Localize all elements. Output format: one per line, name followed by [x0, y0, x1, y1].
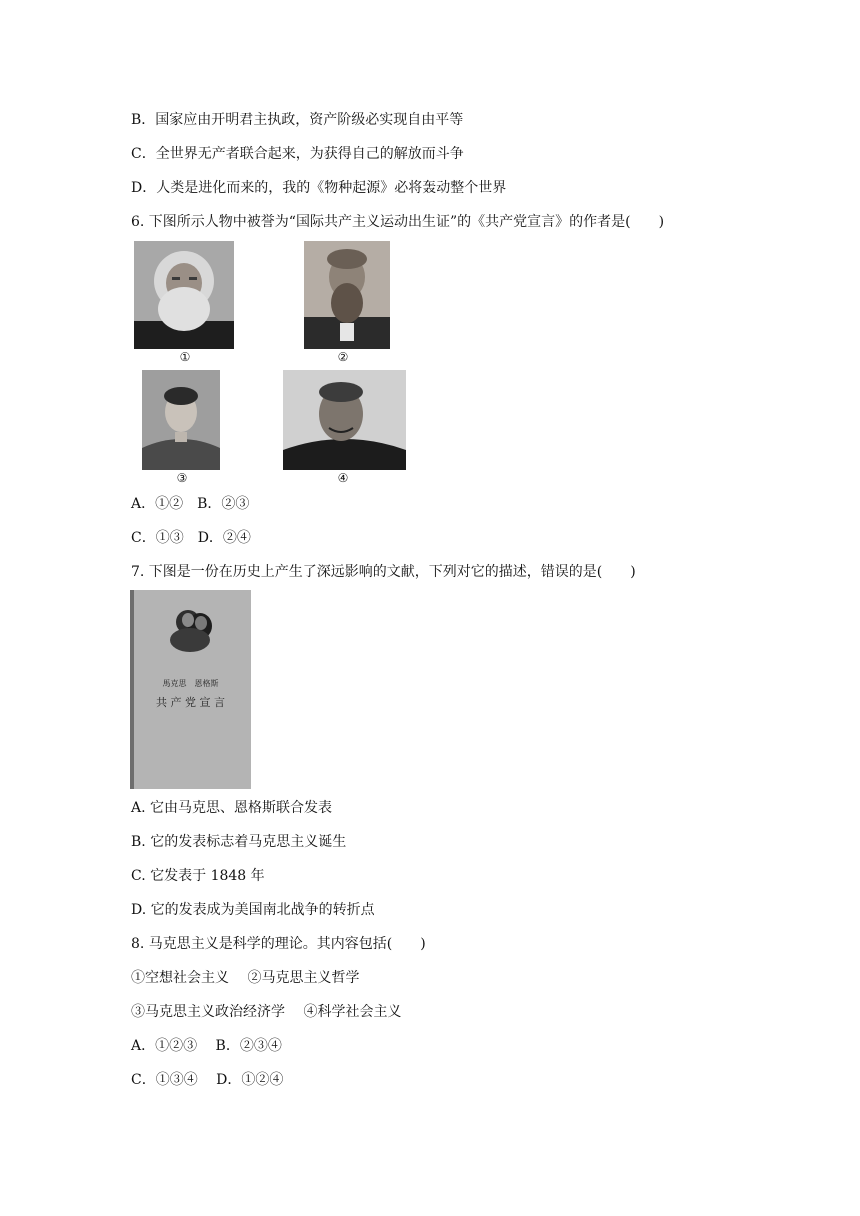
- portrait-2-image: [304, 241, 390, 349]
- q5-option-c: C．全世界无产者联合起来，为获得自己的解放而斗争: [131, 146, 464, 162]
- q5-option-b: B．国家应由开明君主执政，资产阶级必实现自由平等: [131, 112, 464, 128]
- cover-title: 共 产 党 宣 言: [156, 696, 225, 709]
- portrait-4-caption: ④: [337, 471, 349, 485]
- portrait-2-caption: ②: [337, 350, 349, 364]
- q8-options-row2: C．①③④ D．①②④: [131, 1072, 284, 1088]
- q7-stem: 7. 下图是一份在历史上产生了深远影响的文献，下列对它的描述，错误的是( ): [131, 564, 636, 580]
- q7-option-b: B. 它的发表标志着马克思主义诞生: [131, 834, 347, 850]
- cover-authors: 馬克思 恩格斯: [162, 679, 219, 688]
- portrait-1-caption: ①: [179, 350, 191, 364]
- q7-option-d: D. 它的发表成为美国南北战争的转折点: [131, 902, 375, 918]
- q7-option-a: A. 它由马克思、恩格斯联合发表: [131, 800, 333, 816]
- q8-items-row1: ①空想社会主义 ②马克思主义哲学: [131, 970, 360, 986]
- q6-options-row1: A．①② B．②③: [131, 496, 250, 512]
- manifesto-cover-image: [130, 590, 251, 789]
- q8-options-row1: A．①②③ B．②③④: [131, 1038, 282, 1054]
- q8-stem: 8. 马克思主义是科学的理论。其内容包括( ): [131, 936, 426, 952]
- portrait-3-caption: ③: [176, 471, 188, 485]
- portrait-4-image: [283, 370, 406, 470]
- q6-options-row2: C．①③ D．②④: [131, 530, 251, 546]
- portrait-3-image: [142, 370, 220, 470]
- q5-option-d: D．人类是进化而来的，我的《物种起源》必将轰动整个世界: [131, 180, 507, 196]
- q6-stem: 6. 下图所示人物中被誉为“国际共产主义运动出生证”的《共产党宣言》的作者是( ): [131, 214, 665, 230]
- portrait-1-image: [134, 241, 234, 349]
- q7-option-c: C. 它发表于 1848 年: [131, 868, 265, 884]
- q8-items-row2: ③马克思主义政治经济学 ④科学社会主义: [131, 1004, 402, 1020]
